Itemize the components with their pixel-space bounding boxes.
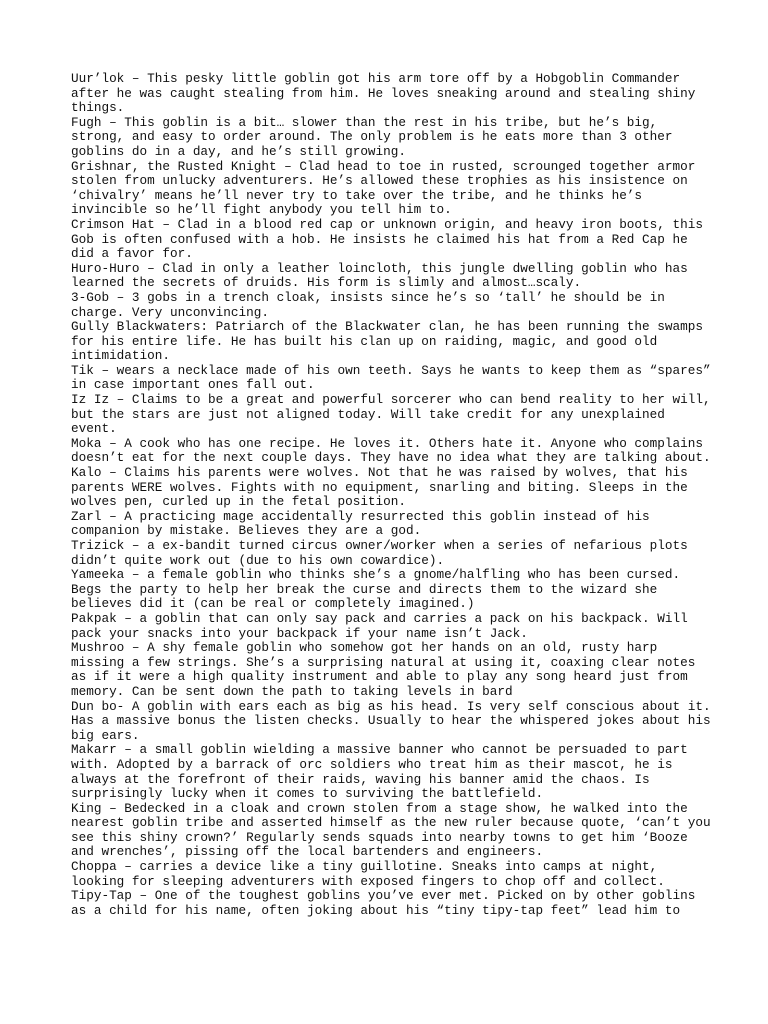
goblin-entry-mushroo: Mushroo – A shy female goblin who somehow got her hands on an old, rusty harp missing a few strings. She’s a surprising natural at using it, coaxing clear notes as if it were a high quality instrument and able to play any song heard just from memory. Can be sent down the path to taking levels in bard (71, 640, 696, 699)
document-page (71, 72, 711, 918)
goblin-entry-gully-blackwaters: Gully Blackwaters: Patriarch of the Blackwater clan, he has been running the swamps for his entire life. He has built his clan up on raiding, magic, and good old intimidation. (71, 319, 703, 364)
goblin-entry-makarr: Makarr – a small goblin wielding a massive banner who cannot be persuaded to part with. Adopted by a barrack of orc soldiers who treat him as their mascot, he is always at the forefront of their raids, waving his banner amid the chaos. Is surprisingly lucky when it comes to surviving the battlefield. (71, 742, 688, 802)
goblin-entry-uurlok: Uur’lok – This pesky little goblin got his arm tore off by a Hobgoblin Commander after he was caught stealing from him. He loves sneaking around and stealing shiny things. (71, 71, 696, 116)
goblin-entry-pakpak: Pakpak – a goblin that can only say pack and carries a pack on his backpack. Will pack your snacks into your backpack if your name isn’t Jack. (71, 610, 688, 641)
goblin-entry-tik: Tik – wears a necklace made of his own teeth. Says he wants to keep them as “spares” in case important ones fall out. (71, 362, 711, 393)
goblin-entry-3-gob: 3-Gob – 3 gobs in a trench cloak, insists since he’s so ‘tall’ he should be in charge. Very unconvincing. (71, 289, 665, 320)
goblin-entry-choppa: Choppa – carries a device like a tiny guillotine. Sneaks into camps at night, looking for sleeping adventurers with exposed fingers to chop off and collect. (71, 859, 665, 889)
goblin-entry-king: King – Bedecked in a cloak and crown stolen from a stage show, he walked into the nearest goblin tribe and asserted himself as the new ruler because quote, ‘can’t you see this shiny crown?’ Regularly sends squads into nearby towns to get him ‘Booze and wrenches’, pissing off the local bartenders and engineers. (71, 800, 711, 860)
goblin-entry-dun-bo: Dun bo- A goblin with ears each as big as his head. Is very self conscious about it. Has a massive bonus the listen checks. Usually to hear the whispered jokes about his big ears. (71, 698, 711, 743)
goblin-entry-fugh: Fugh – This goblin is a bit… slower than the rest in his tribe, but he’s big, strong, and easy to order around. The only problem is he eats more than 3 other goblins do in a day, and he’s still growing. (71, 114, 673, 159)
goblin-entry-yameeka: Yameeka – a female goblin who thinks she’s a gnome/halfling who has been cursed. Begs the party to help her break the curse and directs them to the wizard she believes did it (can be real or completely imagined.) (71, 567, 681, 612)
goblin-entry-crimson-hat: Crimson Hat – Clad in a blood red cap or unknown origin, and heavy iron boots, this Gob is often confused with a hob. He insists he claimed his hat from a Red Cap he did a favor for. (71, 216, 703, 262)
goblin-entry-kalo: Kalo – Claims his parents were wolves. Not that he was raised by wolves, that his parents WERE wolves. Fights with no equipment, snarling and biting. Sleeps in the wolves pen, curled up in the fetal position. (71, 465, 688, 510)
goblin-entry-zarl: Zarl – A practicing mage accidentally resurrected this goblin instead of his companion by mistake. Believes they are a god. (71, 508, 650, 539)
goblin-entry-tipy-tap: Tipy-Tap – One of the toughest goblins you’ve ever met. Picked on by other goblins as a child for his name, often joking about his “tiny tipy-tap feet” lead him to (71, 888, 696, 918)
goblin-entry-iz-iz: Iz Iz – Claims to be a great and powerful sorcerer who can bend reality to her will, but the stars are just not aligned today. Will take credit for any unexplained event. (71, 392, 711, 437)
goblin-entry-huro-huro: Huro-Huro – Clad in only a leather loincloth, this jungle dwelling goblin who has learned the secrets of druids. His form is slimly and almost…scaly. (71, 260, 688, 291)
goblin-entry-trizick: Trizick – a ex-bandit turned circus owner/worker when a series of nefarious plots didn’t quite work out (due to his own cowardice). (71, 538, 688, 568)
goblin-entry-grishnar: Grishnar, the Rusted Knight – Clad head to toe in rusted, scrounged together armor stolen from unlucky adventurers. He’s allowed these trophies as his insistence on ‘chivalry’ means he’ll never try to take over the tribe, and he thinks he’s invincible so he’ll fight anybody you tell him to. (71, 158, 696, 218)
goblin-entry-moka: Moka – A cook who has one recipe. He loves it. Others hate it. Anyone who complains doesn’t eat for the next couple days. They have no idea what they are talking about. (71, 435, 711, 466)
